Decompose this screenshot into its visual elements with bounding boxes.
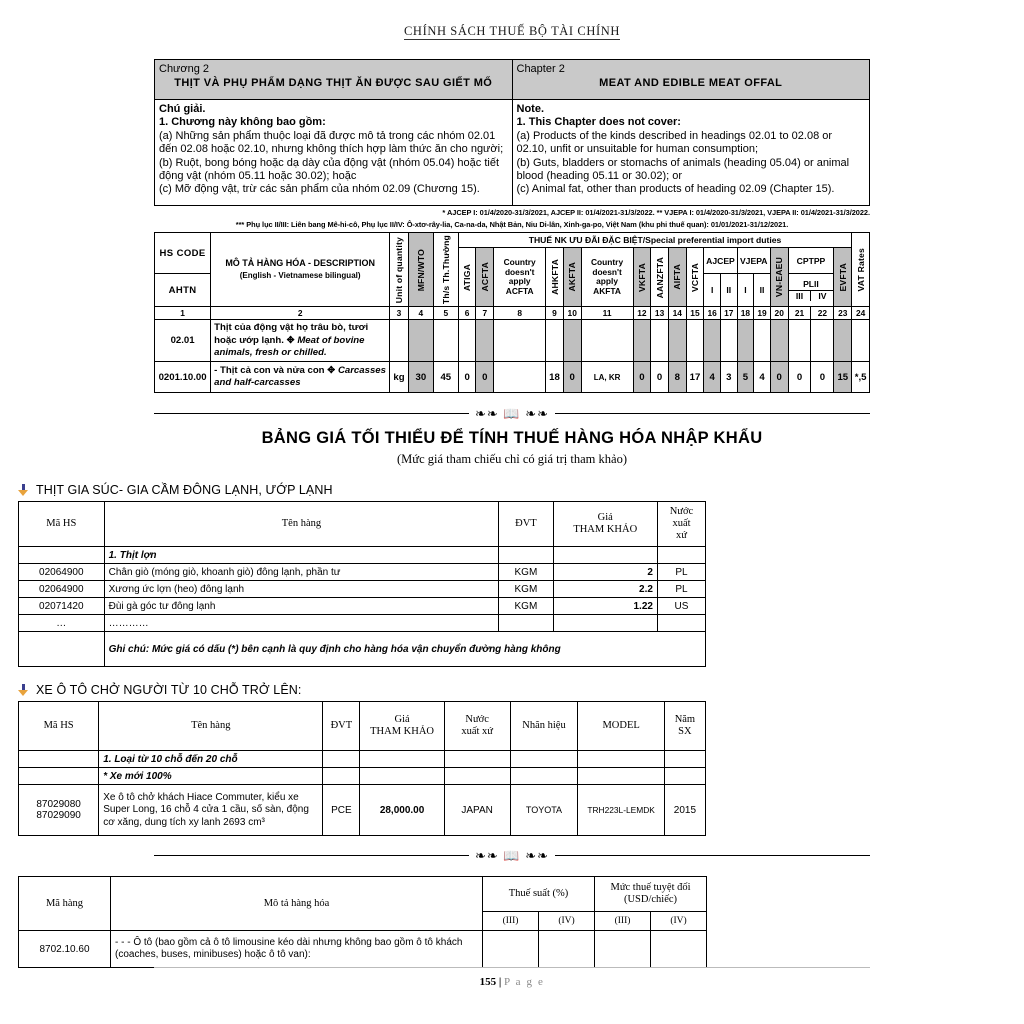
meat-cell-gia: 2 — [553, 564, 657, 581]
hs-row-akfta: 0 — [563, 362, 581, 393]
meat-cell-ten-hang: ………… — [104, 615, 499, 632]
hs-col-cptpp-3: III — [789, 291, 812, 301]
section-heading-car — [18, 683, 1024, 697]
hs-col-ahkfta: AHKFTA — [546, 248, 564, 307]
hs-col-ajcep-2: II — [720, 273, 737, 306]
car-col-gia-l2: THAM KHẢO — [370, 726, 434, 738]
car-cell-dvt — [323, 751, 360, 768]
hs-col-ajcep-1: I — [704, 273, 721, 306]
section-heading-meat — [18, 483, 1024, 497]
hs-col-unit: Unit of quantity — [390, 233, 409, 307]
hs-num-4: 4 — [408, 307, 433, 320]
hs-row-cptpp-3 — [788, 320, 811, 362]
hs-row-ahkfta — [546, 320, 564, 362]
car-cell-nuoc: JAPAN — [444, 785, 510, 836]
car-col-nhan-hieu: Nhãn hiệu — [510, 702, 578, 751]
car-col-nuoc — [444, 702, 510, 751]
note-intro-en: 1. This Chapter does not cover: — [516, 116, 681, 129]
meat-cell-nuoc — [657, 547, 705, 564]
footer-rule — [154, 967, 870, 968]
note-item-vi-a: (a) Những sản phẩm thuộc loại đã được mô tả trong các nhóm 02.01 đến 02.08 hoặc 02.10, nhưng không thích hợp làm thức ăn cho người; — [159, 129, 504, 156]
car-col-nuoc-l1: Nước — [465, 714, 489, 726]
hs-row-atiga: 0 — [458, 362, 476, 393]
bullet-arrow-icon — [18, 484, 29, 496]
hs-row-description: Thịt của động vật họ trâu bò, tươi hoặc ướp lạnh. ✥ Meat of bovine animals, fresh or chilled. — [211, 320, 390, 362]
duty-rate-table — [18, 876, 707, 968]
chapter-note-vi — [155, 100, 513, 206]
footnote-line-2: *** Phụ lục II/III: Liên bang Mê-hi-cô, Phụ lục II/IV: Ô-xtơ-rây-lia, Ca-na-da, Nhật Bản, Niu Di-lân, Xinh-ga-po, Việt Nam (khu phi thuế quan): 01/01/2021-31/12/2021. — [235, 219, 789, 229]
ornament-divider-bottom — [154, 849, 870, 862]
hs-col-vjepa: VJEPA — [737, 248, 770, 274]
hs-column-number-row — [155, 307, 870, 320]
section-heading-car-label: XE Ô TÔ CHỞ NGƯỜI TỪ 10 CHỖ TRỞ LÊN: — [36, 683, 302, 698]
hs-row-no-akfta: LA, KR — [581, 362, 633, 393]
ornament-rule-right — [555, 855, 870, 856]
meat-cell-ten-hang: Xương ức lợn (heo) đông lạnh — [104, 581, 499, 598]
hs-col-vjepa-2: II — [754, 273, 771, 306]
hs-col-description — [211, 233, 390, 307]
car-col-dvt: ĐVT — [323, 702, 360, 751]
car-cell-ma-hs-2: 87029090 — [36, 810, 81, 822]
meat-col-nuoc-l2: xuất — [672, 518, 691, 530]
car-cell-ma-hs — [19, 785, 99, 836]
duty-col-muc-thue-l2: (USD/chiếc) — [623, 894, 678, 906]
duty-cell-iii-a — [483, 931, 539, 968]
meat-cell-gia — [553, 547, 657, 564]
meat-col-nuoc-l3: xứ — [676, 530, 687, 542]
car-cell-model — [578, 768, 664, 785]
footnote-line-1: * AJCEP I: 01/4/2020-31/3/2021, AJCEP II: 01/4/2021-31/3/2022. ** VJEPA I: 01/4/2020-31/3/2021, VJEPA II: 01/4/2021-31/3/2022. — [442, 208, 870, 217]
meat-col-gia-l1: Giá — [597, 512, 613, 524]
note-item-en-a: (a) Products of the kinds described in headings 02.01 to 02.08 or 02.10, unfit or unsuitable for human consumption; — [516, 129, 833, 156]
meat-cell-nuoc: PL — [657, 564, 705, 581]
hs-row-code: 0201.10.00 — [155, 362, 211, 393]
hs-col-description-l2: (English - Vietnamese bilingual) — [239, 271, 361, 281]
duty-col-sub-iv-b: (IV) — [651, 912, 707, 931]
hs-num-19: 19 — [754, 307, 771, 320]
duty-col-sub-iii-b: (III) — [595, 912, 651, 931]
hs-num-5: 5 — [433, 307, 458, 320]
hs-col-vjepa-1: I — [737, 273, 754, 306]
car-col-model: MODEL — [578, 702, 664, 751]
table-row — [19, 615, 706, 632]
footer-page-number: 155 — [479, 976, 497, 988]
car-price-table — [18, 701, 706, 836]
hs-row-vjepa-2: 4 — [754, 362, 771, 393]
meat-col-dvt: ĐVT — [499, 502, 553, 547]
hs-col-vkfta: VKFTA — [633, 248, 651, 307]
duty-cell-ma-hang: 8702.10.60 — [19, 931, 111, 968]
meat-cell-dvt — [499, 547, 553, 564]
car-header-row — [19, 702, 706, 751]
hs-num-22: 22 — [811, 307, 834, 320]
duty-cell-mo-ta: - - - Ô tô (bao gồm cả ô tô limousine kéo dài nhưng không bao gồm ô tô khách (coaches, buses, minibuses) hoặc ô tô van): — [111, 931, 483, 968]
hs-num-12: 12 — [633, 307, 651, 320]
car-cell-nuoc — [444, 751, 510, 768]
bullet-arrow-icon — [18, 684, 29, 696]
hs-num-7: 7 — [476, 307, 494, 320]
meat-cell-ten-hang: Chân giò (móng giò, khoanh giò) đông lạnh, phần tư — [104, 564, 499, 581]
car-cell-nhan-hieu — [510, 751, 578, 768]
meat-col-nuoc — [657, 502, 705, 547]
meat-note-row — [19, 632, 706, 667]
hs-row-aanzfta: 0 — [651, 362, 669, 393]
hs-row-evfta: 15 — [834, 362, 852, 393]
car-cell-ma-hs-1: 87029080 — [36, 799, 81, 811]
chapter-number-en: Chapter 2 — [516, 63, 565, 75]
table-row — [19, 547, 706, 564]
hs-col-evfta: EVFTA — [834, 248, 852, 307]
chapter-note-en — [512, 100, 870, 206]
hs-col-plii: PLII III IV — [788, 273, 834, 306]
chapter-heading-row — [155, 60, 870, 100]
car-cell-ten-hang: * Xe mới 100% — [99, 768, 323, 785]
duty-col-muc-thue-l1: Mức thuế tuyệt đối — [610, 881, 691, 893]
duty-col-sub-iii-a: (III) — [483, 912, 539, 931]
hs-row-vkfta — [633, 320, 651, 362]
meat-col-ma-hs: Mã HS — [19, 502, 105, 547]
hs-row-cptpp-3: 0 — [788, 362, 811, 393]
hs-row-no-akfta — [581, 320, 633, 362]
hs-col-no-akfta: Country doesn't apply AKFTA — [581, 248, 633, 307]
footer-separator: | — [498, 976, 502, 988]
hs-row-cptpp-4 — [811, 320, 834, 362]
car-cell-dvt: PCE — [323, 785, 360, 836]
hs-num-14: 14 — [668, 307, 686, 320]
hs-row-unit: kg — [390, 362, 409, 393]
hs-num-16: 16 — [704, 307, 721, 320]
hs-row-vat — [852, 320, 870, 362]
hs-num-18: 18 — [737, 307, 754, 320]
hs-row-cptpp-4: 0 — [811, 362, 834, 393]
ornament-glyph: ❧❧ 📖 ❧❧ — [475, 406, 549, 422]
hs-num-9: 9 — [546, 307, 564, 320]
note-intro-vi: 1. Chương này không bao gồm: — [159, 116, 326, 129]
car-col-nam-l2: SX — [678, 726, 692, 738]
footer-page-indicator — [0, 976, 1024, 988]
duty-col-mo-ta: Mô tả hàng hóa — [111, 877, 483, 931]
duty-col-muc-thue — [595, 877, 707, 912]
note-item-vi-b: (b) Ruột, bong bóng hoặc dạ dày của động vật (nhóm 05.04) hoặc tiết động vật (nhóm 05.11 hoặc 30.02); hoặc — [159, 156, 500, 183]
table-row — [19, 751, 706, 768]
ornament-rule-left — [154, 413, 469, 414]
page-footer — [0, 967, 1024, 988]
hs-col-mfn: MFN/WTO — [408, 233, 433, 307]
chapter-heading-en — [512, 60, 870, 100]
hs-num-10: 10 — [563, 307, 581, 320]
hs-row-ahkfta: 18 — [546, 362, 564, 393]
meat-header-row — [19, 502, 706, 547]
car-col-gia-l1: Giá — [394, 714, 410, 726]
car-cell-nhan-hieu — [510, 768, 578, 785]
hs-col-ahtn: AHTN — [155, 273, 211, 306]
car-cell-dvt — [323, 768, 360, 785]
chapter-note-table — [154, 59, 870, 206]
meat-cell-ma-hs: 02064900 — [19, 564, 105, 581]
hs-num-20: 20 — [770, 307, 788, 320]
ornament-glyph: ❧❧ 📖 ❧❧ — [475, 848, 549, 864]
meat-cell-gia — [553, 615, 657, 632]
meat-col-ten-hang: Tên hàng — [104, 502, 499, 547]
note-item-vi-c: (c) Mỡ động vật, trừ các sản phẩm của nhóm 02.09 (Chương 15). — [159, 183, 480, 196]
hs-row-ajcep-2 — [720, 320, 737, 362]
duty-header-row-1 — [19, 877, 707, 912]
car-col-nam-l1: Năm — [674, 714, 696, 726]
meat-col-gia-l2: THAM KHẢO — [573, 524, 638, 536]
note-title-vi: Chú giải. — [159, 103, 206, 115]
meat-col-nuoc-l1: Nước — [669, 506, 694, 518]
hs-col-aanzfta: AANZFTA — [651, 248, 669, 307]
meat-cell-gia: 1.22 — [553, 598, 657, 615]
content-wrapper — [154, 59, 870, 393]
hs-col-acfta: ACFTA — [476, 248, 494, 307]
duty-cell-iv-b — [651, 931, 707, 968]
chapter-note-row — [155, 100, 870, 206]
table-row — [19, 768, 706, 785]
hs-row-vjepa-1: 5 — [737, 362, 754, 393]
meat-cell-dvt: KGM — [499, 564, 553, 581]
meat-cell-gia: 2.2 — [553, 581, 657, 598]
table-row — [155, 362, 870, 393]
meat-note-text: Ghi chú: Mức giá có dấu (*) bên cạnh là quy định cho hàng hóa vận chuyển đường hàng không — [104, 632, 705, 667]
duty-col-thue-suat: Thuế suất (%) — [483, 877, 595, 912]
hs-row-thuong: 45 — [433, 362, 458, 393]
car-cell-ten-hang: Xe ô tô chở khách Hiace Commuter, kiểu xe Super Long, 16 chỗ 4 cửa 1 cầu, số sàn, động cơ xăng, dung tích xy lanh 2693 cm³ — [99, 785, 323, 836]
hs-row-aanzfta — [651, 320, 669, 362]
hs-row-no-acfta — [494, 362, 546, 393]
duty-col-sub-iv-a: (IV) — [539, 912, 595, 931]
car-cell-model: TRH223L-LEMDK — [578, 785, 664, 836]
meat-cell-ma-hs — [19, 547, 105, 564]
hs-row-no-acfta — [494, 320, 546, 362]
hs-row-mfn: 30 — [408, 362, 433, 393]
car-cell-ten-hang: 1. Loại từ 10 chỗ đến 20 chỗ — [99, 751, 323, 768]
hs-row-unit — [390, 320, 409, 362]
meat-price-table — [18, 501, 706, 667]
table-row — [19, 931, 707, 968]
ornament-rule-left — [154, 855, 469, 856]
hs-row-code: 02.01 — [155, 320, 211, 362]
meat-cell-ma-hs: 02064900 — [19, 581, 105, 598]
hs-col-vneaeu: VN-EAEU — [770, 248, 788, 307]
table-row — [155, 320, 870, 362]
car-col-ma-hs: Mã HS — [19, 702, 99, 751]
car-col-nam — [664, 702, 705, 751]
hs-col-hscode: HS CODE — [155, 233, 211, 274]
hs-col-atiga: ATIGA — [458, 248, 476, 307]
hs-row-evfta — [834, 320, 852, 362]
chapter-title-vi: THỊT VÀ PHỤ PHẨM DẠNG THỊT ĂN ĐƯỢC SAU GIẾT MỔ — [174, 77, 493, 90]
footer-page-word: P a g e — [504, 976, 545, 988]
hs-col-ajcep: AJCEP — [704, 248, 737, 274]
meat-cell-nuoc — [657, 615, 705, 632]
meat-col-gia — [553, 502, 657, 547]
hs-row-vcfta — [686, 320, 704, 362]
hs-row-akfta — [563, 320, 581, 362]
running-header — [0, 0, 1024, 39]
hs-row-vneaeu: 0 — [770, 362, 788, 393]
meat-cell-nuoc: US — [657, 598, 705, 615]
note-item-en-b: (b) Guts, bladders or stomachs of animals (heading 05.04) or animal blood (heading 05.11 or 30.02); or — [516, 156, 850, 183]
car-col-nuoc-l2: xuất xứ — [461, 726, 493, 738]
table-row — [19, 581, 706, 598]
hs-row-vat: *,5 — [852, 362, 870, 393]
hs-row-ajcep-1: 4 — [704, 362, 721, 393]
hs-header-row-1 — [155, 233, 870, 248]
meat-cell-nuoc: PL — [657, 581, 705, 598]
car-cell-nhan-hieu: TOYOTA — [510, 785, 578, 836]
chapter-title-en: MEAT AND EDIBLE MEAT OFFAL — [599, 77, 783, 90]
hs-num-21: 21 — [788, 307, 811, 320]
table-row — [19, 785, 706, 836]
duty-cell-iii-b — [595, 931, 651, 968]
section-heading-meat-label: THỊT GIA SÚC- GIA CẦM ĐÔNG LẠNH, ƯỚP LẠNH — [36, 483, 333, 498]
meat-cell-ma-hs: … — [19, 615, 105, 632]
duty-col-ma-hang: Mã hàng — [19, 877, 111, 931]
hs-num-17: 17 — [720, 307, 737, 320]
car-cell-gia: 28,000.00 — [360, 785, 444, 836]
meat-cell-ten-hang: Đùi gà góc tư đông lạnh — [104, 598, 499, 615]
car-cell-nam — [664, 768, 705, 785]
hs-row-ajcep-1 — [704, 320, 721, 362]
meat-note-spacer — [19, 632, 105, 667]
page-title: BẢNG GIÁ TỐI THIỂU ĐỂ TÍNH THUẾ HÀNG HÓA NHẬP KHẨU — [261, 429, 763, 448]
hs-row-vcfta: 17 — [686, 362, 704, 393]
meat-cell-dvt — [499, 615, 553, 632]
duty-cell-iv-a — [539, 931, 595, 968]
hs-col-akfta: AKFTA — [563, 248, 581, 307]
hs-col-description-l1: MÔ TẢ HÀNG HÓA - DESCRIPTION — [225, 258, 375, 269]
hs-num-8: 8 — [494, 307, 546, 320]
hs-num-15: 15 — [686, 307, 704, 320]
hs-num-13: 13 — [651, 307, 669, 320]
hs-row-thuong — [433, 320, 458, 362]
car-cell-nuoc — [444, 768, 510, 785]
hs-num-24: 24 — [852, 307, 870, 320]
car-cell-nam — [664, 751, 705, 768]
car-col-ten-hang: Tên hàng — [99, 702, 323, 751]
car-col-gia — [360, 702, 444, 751]
hs-row-acfta: 0 — [476, 362, 494, 393]
ornament-divider-top — [154, 407, 870, 420]
chapter-number-vi: Chương 2 — [159, 63, 210, 75]
hs-row-atiga — [458, 320, 476, 362]
hs-num-1: 1 — [155, 307, 211, 320]
diamond-icon: ✥ — [286, 334, 295, 346]
car-cell-ma-hs — [19, 751, 99, 768]
ornament-rule-right — [555, 413, 870, 414]
hs-num-2: 2 — [211, 307, 390, 320]
page-subtitle: (Mức giá tham chiếu chỉ có giá trị tham khảo) — [397, 452, 627, 467]
chapter-heading-vi — [155, 60, 513, 100]
hs-row-vjepa-2 — [754, 320, 771, 362]
hs-col-thuong: Th/s Th.Thường — [433, 233, 458, 307]
table-row — [19, 598, 706, 615]
hs-row-ajcep-2: 3 — [720, 362, 737, 393]
note-item-en-c: (c) Animal fat, other than products of heading 02.09 (Chapter 15). — [516, 183, 835, 196]
hs-row-aifta: 8 — [668, 362, 686, 393]
hs-row-description: - Thịt cả con và nửa con ✥ Carcasses and half-carcasses — [211, 362, 390, 393]
note-title-en: Note. — [516, 103, 544, 115]
car-cell-model — [578, 751, 664, 768]
hs-row-aifta — [668, 320, 686, 362]
car-cell-ma-hs — [19, 768, 99, 785]
table-row — [19, 564, 706, 581]
car-cell-gia — [360, 751, 444, 768]
hs-num-6: 6 — [458, 307, 476, 320]
hs-row-mfn — [408, 320, 433, 362]
hs-row-vjepa-1 — [737, 320, 754, 362]
meat-cell-dvt: KGM — [499, 581, 553, 598]
car-cell-gia — [360, 768, 444, 785]
meat-cell-ma-hs: 02071420 — [19, 598, 105, 615]
hs-row-vneaeu — [770, 320, 788, 362]
hs-tariff-table — [154, 232, 870, 393]
hs-col-no-acfta: Country doesn't apply ACFTA — [494, 248, 546, 307]
hs-num-23: 23 — [834, 307, 852, 320]
hs-col-special-group: THUẾ NK ƯU ĐÃI ĐẶC BIỆT/Special preferential import duties — [458, 233, 851, 248]
hs-col-cptpp-4: IV — [818, 291, 827, 302]
hs-num-11: 11 — [581, 307, 633, 320]
hs-row-acfta — [476, 320, 494, 362]
running-header-text: CHÍNH SÁCH THUẾ BỘ TÀI CHÍNH — [404, 24, 620, 38]
meat-cell-dvt: KGM — [499, 598, 553, 615]
hs-col-vcfta: VCFTA — [686, 248, 704, 307]
meat-cell-ten-hang: 1. Thịt lợn — [104, 547, 499, 564]
diamond-icon: ✥ — [327, 365, 336, 377]
hs-row-vkfta: 0 — [633, 362, 651, 393]
hs-col-cptpp: CPTPP — [788, 248, 834, 274]
car-cell-nam: 2015 — [664, 785, 705, 836]
hs-col-vat: VAT Rates — [852, 233, 870, 307]
hs-num-3: 3 — [390, 307, 409, 320]
hs-col-aifta: AIFTA — [668, 248, 686, 307]
